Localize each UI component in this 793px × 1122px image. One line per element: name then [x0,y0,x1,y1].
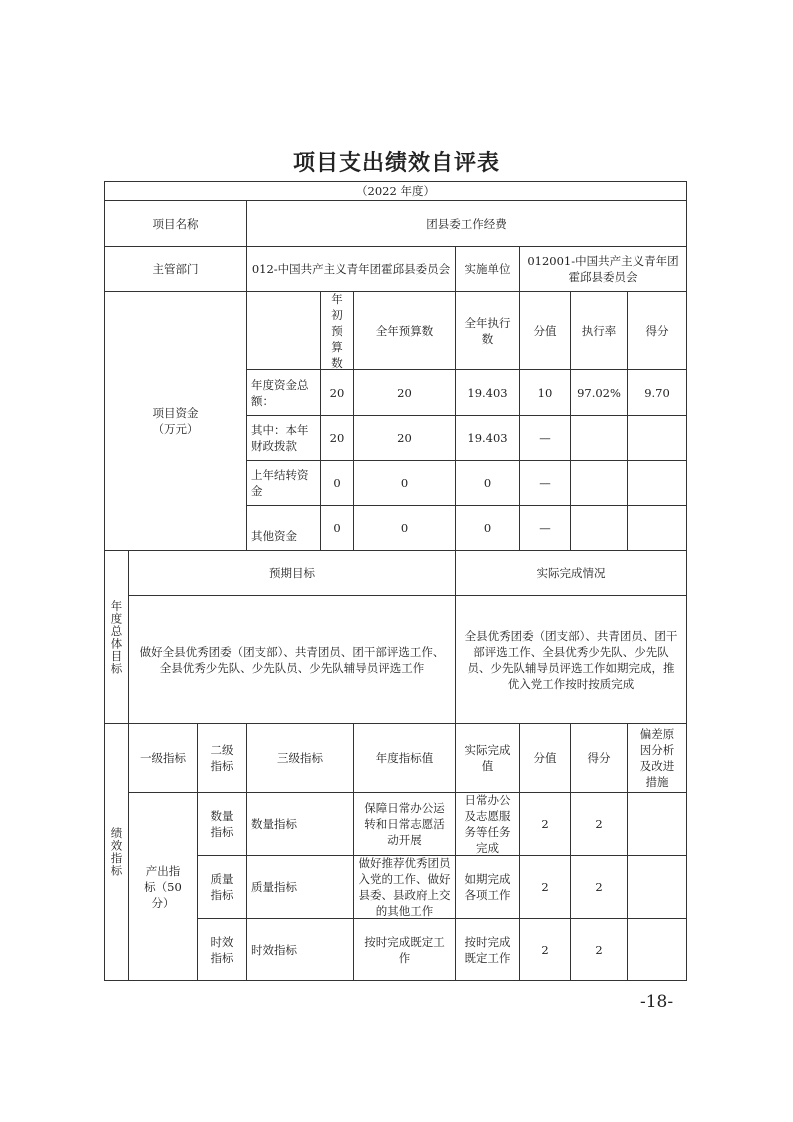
actual-value: 按时完成既定工作 [455,918,520,981]
funds-header: 全年预算数 [353,291,456,370]
fund-name: 其中：本年财政拨款 [246,415,321,461]
fund-executed: 19.403 [455,415,520,461]
perf-header: 偏差原因分析及改进措施 [627,723,687,793]
actual-value: 日常办公及志愿服务等任务完成 [455,792,520,856]
fund-rate [570,415,628,461]
fund-score-value: — [519,415,571,461]
level2-indicator: 时效指标 [197,918,247,981]
fund-name: 其他资金 [246,505,321,551]
fund-score-value: 10 [519,369,571,416]
perf-label: 绩效指标 [104,723,129,981]
level3-indicator: 数量指标 [246,792,354,856]
score-value: 2 [519,855,571,919]
funds-header: 分值 [519,291,571,370]
deviation-reason [627,918,687,981]
goals-label: 年度总体目标 [104,550,129,724]
page-title: 项目支出绩效自评表 [292,150,500,176]
fund-score [627,415,687,461]
score-value: 2 [519,918,571,981]
unit-value: 012001-中国共产主义青年团霍邱县委员会 [519,246,687,292]
fund-executed: 0 [455,460,520,506]
annual-target: 保障日常办公运转和日常志愿活动开展 [353,792,456,856]
perf-header: 分值 [519,723,571,793]
unit-label: 实施单位 [455,246,520,292]
annual-target: 按时完成既定工作 [353,918,456,981]
fund-name: 上年结转资金 [246,460,321,506]
funds-header: 全年执行数 [455,291,520,370]
perf-header: 实际完成值 [455,723,520,793]
fund-budget: 20 [353,415,456,461]
project-name-label: 项目名称 [104,200,247,247]
score-value: 2 [519,792,571,856]
actual-value: 如期完成各项工作 [455,855,520,919]
fund-initial: 20 [320,415,354,461]
project-name-value: 团县委工作经费 [246,200,687,247]
expected-goal-header: 预期目标 [128,550,456,596]
page-number: -18- [640,992,674,1012]
level2-indicator: 数量指标 [197,792,247,856]
funds-header: 得分 [627,291,687,370]
fund-score: 9.70 [627,369,687,416]
annual-target: 做好推荐优秀团员入党的工作、做好县委、县政府上交的其他工作 [353,855,456,919]
perf-header: 年度指标值 [353,723,456,793]
funds-header: 年初预算数 [320,291,354,370]
perf-header: 三级指标 [246,723,354,793]
fund-executed: 19.403 [455,369,520,416]
level3-indicator: 质量指标 [246,855,354,919]
fund-budget: 20 [353,369,456,416]
actual-completion-text: 全县优秀团委（团支部）、共青团员、团干部评选工作、全县优秀少先队、少先队员、少先队辅导员评选工作如期完成，推优入党工作按时按质完成 [455,595,687,724]
perf-header: 一级指标 [128,723,198,793]
expected-goal-text: 做好全县优秀团委（团支部）、共青团员、团干部评选工作、全县优秀少先队、少先队员、少先队辅导员评选工作 [128,595,456,724]
fund-score [627,460,687,506]
dept-label: 主管部门 [104,246,247,292]
perf-header: 二级指标 [197,723,247,793]
score: 2 [570,918,628,981]
fund-budget: 0 [353,505,456,551]
dept-value: 012-中国共产主义青年团霍邱县委员会 [246,246,456,292]
actual-completion-header: 实际完成情况 [455,550,687,596]
fund-score-value: — [519,505,571,551]
fund-score [627,505,687,551]
fund-rate: 97.02% [570,369,628,416]
deviation-reason [627,792,687,856]
perf-header: 得分 [570,723,628,793]
level3-indicator: 时效指标 [246,918,354,981]
fund-rate [570,460,628,506]
fund-rate [570,505,628,551]
funds-label: 项目资金（万元） [104,291,247,551]
score: 2 [570,855,628,919]
score: 2 [570,792,628,856]
fund-executed: 0 [455,505,520,551]
fund-name: 年度资金总额： [246,369,321,416]
fund-initial: 20 [320,369,354,416]
funds-header: 执行率 [570,291,628,370]
level1-indicator: 产出指标（50 分） [128,792,198,981]
fund-budget: 0 [353,460,456,506]
level2-indicator: 质量指标 [197,855,247,919]
year-cell: （2022 年度） [104,181,687,201]
deviation-reason [627,855,687,919]
fund-initial: 0 [320,505,354,551]
funds-header-blank [246,291,321,370]
fund-initial: 0 [320,460,354,506]
fund-score-value: — [519,460,571,506]
